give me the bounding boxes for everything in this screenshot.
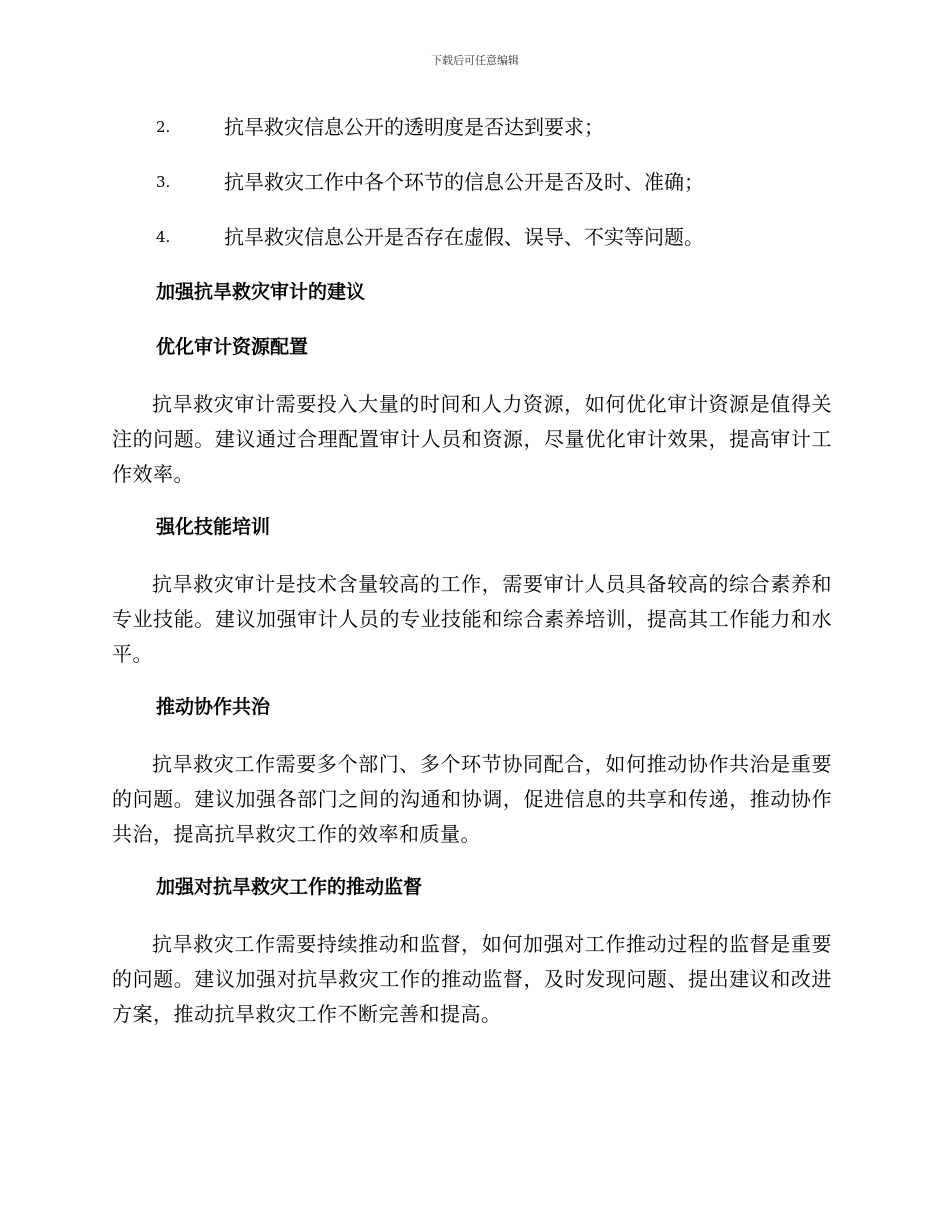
- subsection-heading: 推动协作共治: [156, 696, 271, 718]
- subsection-heading: 加强对抗旱救灾工作的推动监督: [156, 876, 423, 898]
- paragraph: 抗旱救灾审计是技术含量较高的工作，需要审计人员具备较高的综合素养和专业技能。建议加强审计人员的专业技能和综合素养培训，提高其工作能力和水平。: [112, 572, 832, 666]
- paragraph: 抗旱救灾工作需要持续推动和监督，如何加强对工作推动过程的监督是重要的问题。建议加强对抗旱救灾工作的推动监督，及时发现问题、提出建议和改进方案，推动抗旱救灾工作不断完善和提高。: [112, 932, 832, 1026]
- subsection-heading: 强化技能培训: [156, 516, 271, 538]
- page-header: 下载后可任意编辑: [431, 54, 519, 67]
- list-text: 抗旱救灾信息公开是否存在虚假、误导、不实等问题。: [224, 225, 704, 249]
- document-body: [112, 112, 832, 1052]
- paragraph: 抗旱救灾工作需要多个部门、多个环节协同配合，如何推动协作共治是重要的问题。建议加强各部门之间的沟通和协调，促进信息的共享和传递，推动协作共治，提高抗旱救灾工作的效率和质量。: [112, 752, 832, 846]
- list-text: 抗旱救灾工作中各个环节的信息公开是否及时、准确；: [224, 170, 704, 194]
- list-item: [112, 167, 832, 197]
- list-item: [112, 222, 832, 252]
- paragraph: 抗旱救灾审计需要投入大量的时间和人力资源，如何优化审计资源是值得关注的问题。建议通过合理配置审计人员和资源，尽量优化审计效果，提高审计工作效率。: [112, 392, 832, 486]
- section-title: 加强抗旱救灾审计的建议: [156, 281, 366, 303]
- list-number: 2.: [156, 118, 171, 136]
- list-text: 抗旱救灾信息公开的透明度是否达到要求；: [224, 115, 604, 139]
- list-item: [112, 112, 832, 142]
- subsection-heading: 优化审计资源配置: [156, 336, 309, 358]
- list-number: 3.: [156, 173, 171, 191]
- list-number: 4.: [156, 228, 171, 246]
